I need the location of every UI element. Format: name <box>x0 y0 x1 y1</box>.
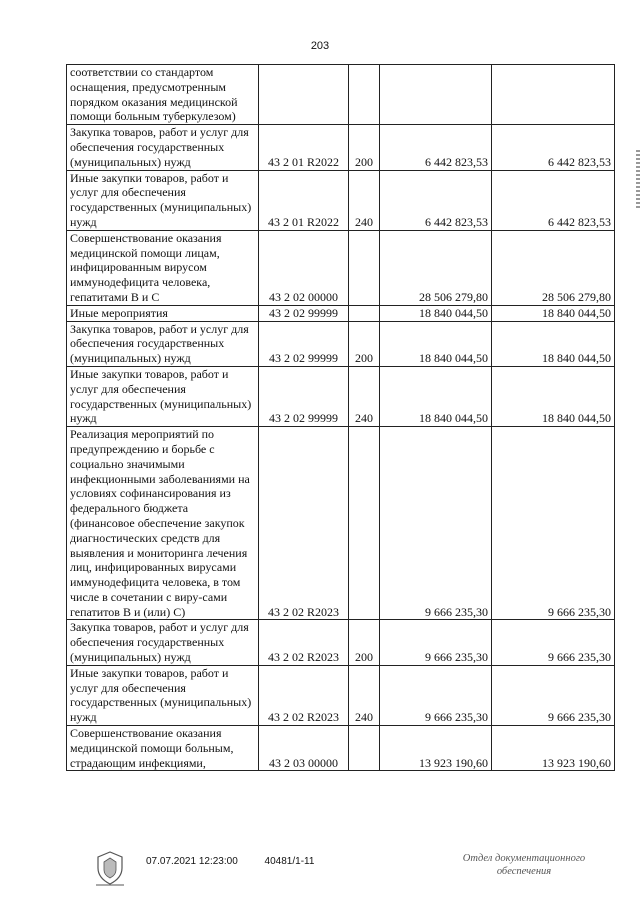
row-description: Реализация мероприятий по предупреждению и борьбе с социально значимыми инфекционными заболеваниями на условиях софинансирования из федерального бюджета (финансовое обеспечение закупок диагностических средств для выявления и мониторинга лечения лиц, инфицированных вирусами иммунодефицита человека, в том числе в сочетании с виру-сами гепатитов В и (или) С) <box>67 427 259 620</box>
row-code: 43 2 01 R2022 <box>259 170 349 230</box>
row-amount-1: 9 666 235,30 <box>380 427 492 620</box>
row-expense-type <box>349 65 380 125</box>
table-row <box>67 65 615 125</box>
row-amount-2: 9 666 235,30 <box>492 620 615 665</box>
table-row <box>67 321 615 366</box>
row-amount-1: 18 840 044,50 <box>380 305 492 321</box>
row-amount-2: 6 442 823,53 <box>492 170 615 230</box>
row-code <box>259 65 349 125</box>
row-code: 43 2 02 R2023 <box>259 427 349 620</box>
row-code: 43 2 03 00000 <box>259 726 349 771</box>
row-amount-1: 28 506 279,80 <box>380 230 492 305</box>
row-expense-type <box>349 726 380 771</box>
row-description: Иные закупки товаров, работ и услуг для обеспечения государственных (муниципальных) нужд <box>67 366 259 426</box>
budget-table-body <box>67 65 615 771</box>
row-description: Закупка товаров, работ и услуг для обеспечения государственных (муниципальных) нужд <box>67 620 259 665</box>
row-amount-2: 13 923 190,60 <box>492 726 615 771</box>
document-number: 40481/1-11 <box>264 856 315 867</box>
row-amount-2: 28 506 279,80 <box>492 230 615 305</box>
row-amount-2: 6 442 823,53 <box>492 125 615 170</box>
row-amount-2 <box>492 65 615 125</box>
row-expense-type: 200 <box>349 321 380 366</box>
row-amount-2: 18 840 044,50 <box>492 321 615 366</box>
stamp-line-1: Отдел документационного <box>462 853 586 864</box>
page-number: 203 <box>310 40 330 52</box>
row-expense-type <box>349 230 380 305</box>
row-expense-type <box>349 427 380 620</box>
row-code: 43 2 02 99999 <box>259 366 349 426</box>
row-amount-1: 6 442 823,53 <box>380 125 492 170</box>
row-amount-1: 6 442 823,53 <box>380 170 492 230</box>
row-description: Иные закупки товаров, работ и услуг для обеспечения государственных (муниципальных) нужд <box>67 170 259 230</box>
row-code: 43 2 02 99999 <box>259 305 349 321</box>
row-description: Закупка товаров, работ и услуг для обеспечения государственных (муниципальных) нужд <box>67 321 259 366</box>
document-footer <box>146 856 338 867</box>
row-amount-1 <box>380 65 492 125</box>
row-amount-1: 18 840 044,50 <box>380 321 492 366</box>
table-row <box>67 305 615 321</box>
row-expense-type: 200 <box>349 620 380 665</box>
row-description: Совершенствование оказания медицинской помощи лицам, инфицированным вирусом иммунодефицита человека, гепатитами В и С <box>67 230 259 305</box>
table-row <box>67 620 615 665</box>
scan-edge-mark <box>636 150 640 210</box>
row-code: 43 2 02 R2023 <box>259 620 349 665</box>
print-timestamp: 07.07.2021 12:23:00 <box>146 856 238 867</box>
row-expense-type: 200 <box>349 125 380 170</box>
row-expense-type: 240 <box>349 366 380 426</box>
table-row <box>67 726 615 771</box>
table-row <box>67 230 615 305</box>
department-stamp <box>444 852 604 878</box>
coat-of-arms-icon <box>90 848 130 893</box>
row-description: Иные закупки товаров, работ и услуг для обеспечения государственных (муниципальных) нужд <box>67 665 259 725</box>
row-amount-2: 18 840 044,50 <box>492 305 615 321</box>
row-amount-1: 18 840 044,50 <box>380 366 492 426</box>
row-amount-2: 9 666 235,30 <box>492 427 615 620</box>
stamp-line-2: обеспечения <box>496 866 552 877</box>
row-expense-type <box>349 305 380 321</box>
row-code: 43 2 02 R2023 <box>259 665 349 725</box>
row-expense-type: 240 <box>349 170 380 230</box>
table-row <box>67 125 615 170</box>
row-description: Закупка товаров, работ и услуг для обеспечения государственных (муниципальных) нужд <box>67 125 259 170</box>
row-code: 43 2 02 00000 <box>259 230 349 305</box>
row-code: 43 2 02 99999 <box>259 321 349 366</box>
row-amount-2: 9 666 235,30 <box>492 665 615 725</box>
budget-table <box>66 64 615 771</box>
table-row <box>67 665 615 725</box>
row-amount-2: 18 840 044,50 <box>492 366 615 426</box>
row-amount-1: 9 666 235,30 <box>380 665 492 725</box>
row-amount-1: 13 923 190,60 <box>380 726 492 771</box>
row-expense-type: 240 <box>349 665 380 725</box>
table-row <box>67 366 615 426</box>
table-row <box>67 427 615 620</box>
row-description: Совершенствование оказания медицинской помощи больным, страдающим инфекциями, <box>67 726 259 771</box>
row-description: соответствии со стандартом оснащения, предусмотренным порядком оказания медицинской помощи больным туберкулезом) <box>67 65 259 125</box>
row-description: Иные мероприятия <box>67 305 259 321</box>
table-row <box>67 170 615 230</box>
row-amount-1: 9 666 235,30 <box>380 620 492 665</box>
row-code: 43 2 01 R2022 <box>259 125 349 170</box>
